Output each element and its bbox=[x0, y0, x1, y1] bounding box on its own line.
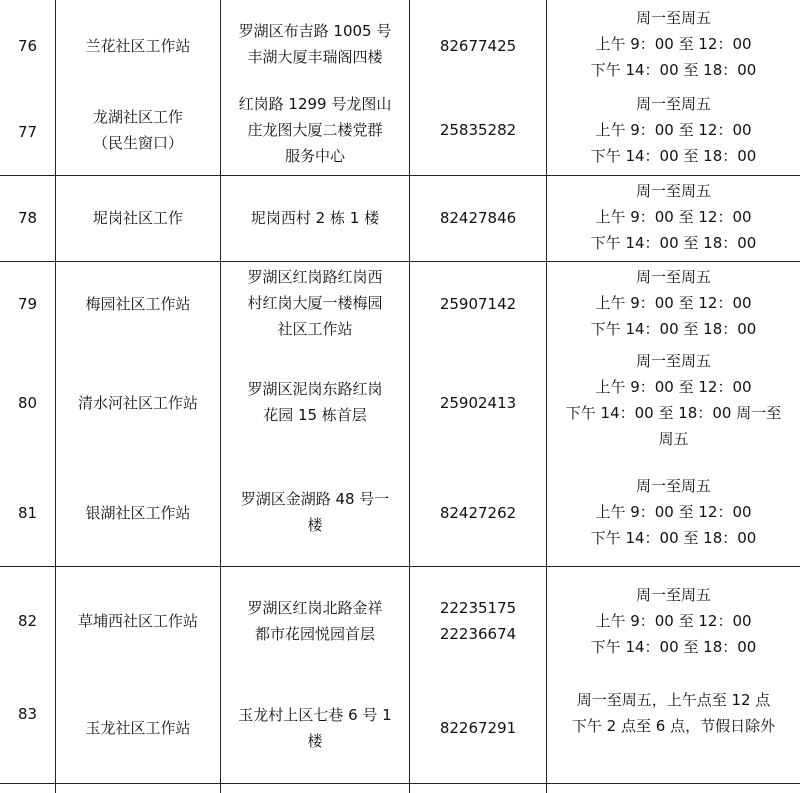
station-phone: 82427846 bbox=[439, 209, 517, 227]
row-number: 76 bbox=[17, 37, 38, 55]
row-divider bbox=[0, 566, 800, 567]
office-hours: 周一至周五 上午 9：00 至 12：00 下午 14：00 至 18：00 bbox=[590, 268, 757, 338]
row-divider bbox=[0, 175, 800, 176]
office-hours: 周一至周五 上午 9：00 至 12：00 下午 14：00 至 18：00 bbox=[590, 586, 757, 656]
office-hours: 周一至周五，上午点至 12 点 下午 2 点至 6 点，节假日除外 bbox=[571, 691, 776, 735]
station-address: 罗湖区泥岗东路红岗 花园 15 栋首层 bbox=[247, 380, 383, 424]
station-address: 红岗路 1299 号龙图山 庄龙图大厦二楼党群 服务中心 bbox=[238, 95, 392, 165]
station-name: 银湖社区工作站 bbox=[85, 504, 191, 522]
row-number: 77 bbox=[17, 123, 38, 141]
station-phone: 25835282 bbox=[439, 121, 517, 139]
station-phone: 82677425 bbox=[439, 37, 517, 55]
station-name: 坭岗社区工作 bbox=[92, 209, 183, 227]
station-address: 罗湖区红岗路红岗西 村红岗大厦一楼梅园 社区工作站 bbox=[247, 268, 383, 338]
station-name: 龙湖社区工作 （民生窗口） bbox=[92, 108, 183, 152]
station-name: 梅园社区工作站 bbox=[85, 295, 191, 313]
row-number: 82 bbox=[17, 612, 38, 630]
office-hours: 周一至周五 上午 9：00 至 12：00 下午 14：00 至 18：00 bbox=[590, 9, 757, 79]
station-phone: 25902413 bbox=[439, 394, 517, 412]
station-address: 坭岗西村 2 栋 1 楼 bbox=[250, 209, 380, 227]
office-hours: 周一至周五 上午 9：00 至 12：00 下午 14：00 至 18：00 bbox=[590, 477, 757, 547]
row-divider bbox=[0, 261, 800, 262]
station-phone: 82267291 bbox=[439, 719, 517, 737]
table-border-bottom bbox=[0, 783, 800, 784]
row-number: 80 bbox=[17, 394, 38, 412]
station-phone: 22235175 22236674 bbox=[439, 599, 517, 643]
station-name: 兰花社区工作站 bbox=[85, 37, 191, 55]
row-number: 78 bbox=[17, 209, 38, 227]
row-number: 79 bbox=[17, 295, 38, 313]
station-phone: 25907142 bbox=[439, 295, 517, 313]
station-address: 玉龙村上区七巷 6 号 1 楼 bbox=[238, 706, 392, 750]
office-hours: 周一至周五 上午 9：00 至 12：00 下午 14：00 至 18：00 bbox=[590, 95, 757, 165]
station-address: 罗湖区红岗北路金祥 都市花园悦园首层 bbox=[247, 599, 383, 643]
station-name: 清水河社区工作站 bbox=[77, 394, 198, 412]
station-name: 草埔西社区工作站 bbox=[77, 612, 198, 630]
station-address: 罗湖区布吉路 1005 号 丰湖大厦丰瑞阁四楼 bbox=[238, 22, 392, 66]
station-phone: 82427262 bbox=[439, 504, 517, 522]
station-name: 玉龙社区工作站 bbox=[85, 719, 191, 737]
station-address: 罗湖区金湖路 48 号一 楼 bbox=[240, 490, 390, 534]
row-number: 83 bbox=[17, 705, 38, 723]
office-hours: 周一至周五 上午 9：00 至 12：00 下午 14：00 至 18：00 周一至 周五 bbox=[565, 352, 782, 448]
office-hours: 周一至周五 上午 9：00 至 12：00 下午 14：00 至 18：00 bbox=[590, 182, 757, 252]
row-number: 81 bbox=[17, 504, 38, 522]
